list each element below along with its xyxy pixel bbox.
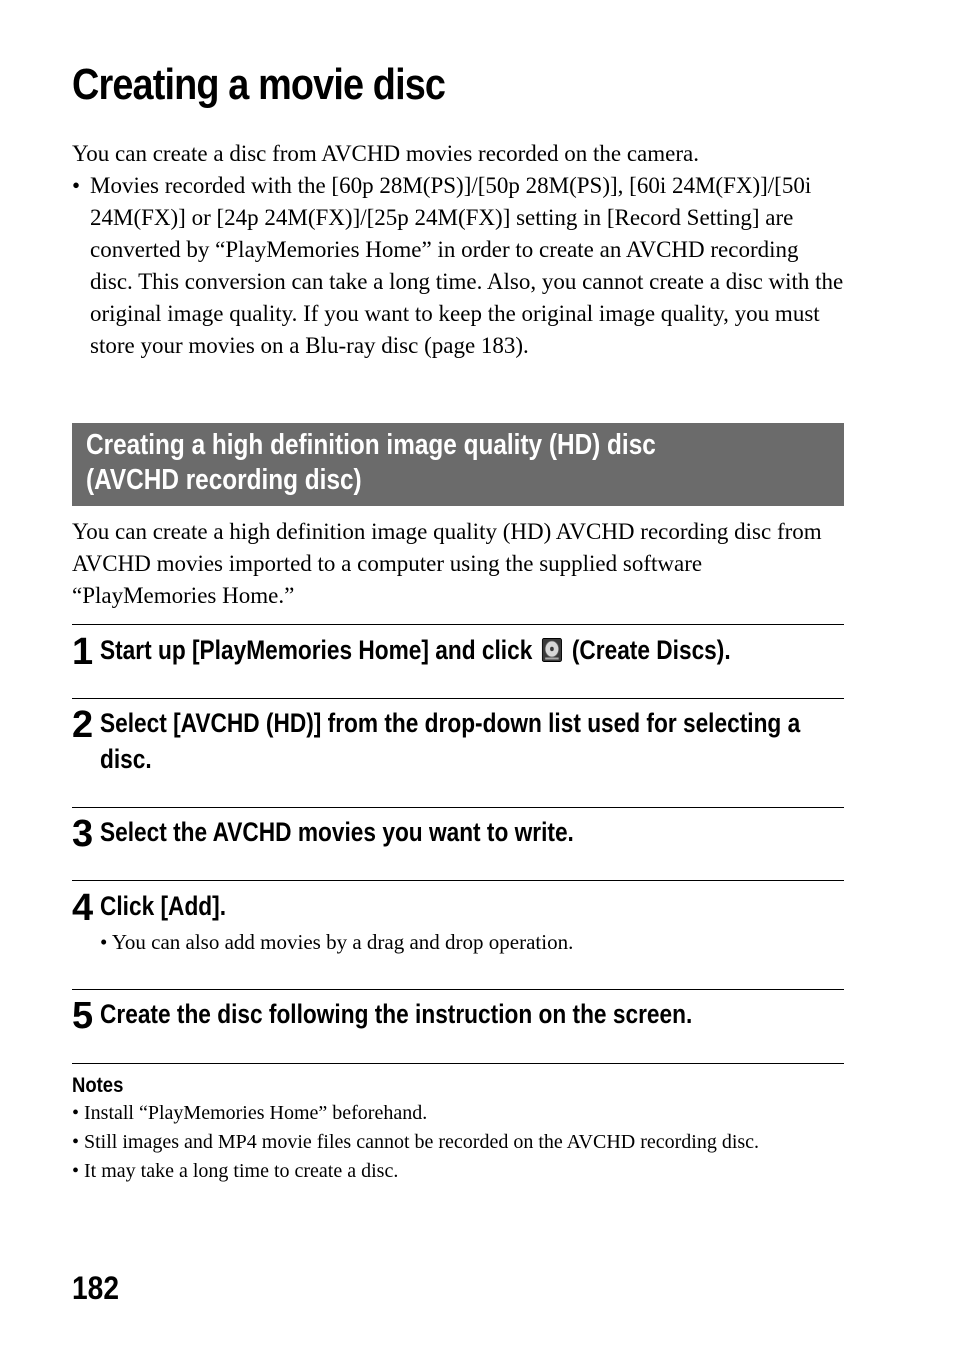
step-text: Click [Add]. (100, 891, 227, 921)
step-3 (72, 813, 844, 855)
notes-block (72, 1073, 862, 1186)
step-text: Select the AVCHD movies you want to write. (100, 817, 574, 847)
section-heading (86, 428, 825, 498)
step-number: 5 (72, 995, 94, 1037)
step-text-before-icon: Start up [PlayMemories Home] and click (100, 635, 533, 665)
step-sub-bullet: • You can also add movies by a drag and drop operation. (100, 930, 574, 954)
section-intro: You can create a high definition image quality (HD) AVCHD recording disc from AVCHD movies imported to a computer using the supplied software “PlayMemories Home.” (72, 519, 822, 608)
step-number: 3 (72, 813, 94, 855)
note-item: • It may take a long time to create a disc. (72, 1160, 399, 1182)
create-discs-icon (542, 635, 562, 659)
step-number: 4 (72, 887, 94, 929)
intro-bullet-text: Movies recorded with the [60p 28M(PS)]/[50p 28M(PS)], [60i 24M(FX)]/[50i 24M(FX)] or [24p 24M(FX)]/[25p 24M(FX)] setting in [Record Setting] are converted by “PlayMemories Home” in order to create an AVCHD recording disc. This conversion can take a long time. Also, you cannot create a disc with the original image quality. If you want to keep the original image quality, you must store your movies on a Blu-ray disc (page 183). (90, 173, 844, 358)
step-4 (72, 888, 844, 956)
step-text (100, 632, 839, 668)
step-5 (72, 995, 844, 1037)
divider (72, 698, 844, 699)
divider (72, 880, 844, 881)
notes-list (72, 1099, 862, 1186)
section-heading-line-2: (AVCHD recording disc) (86, 464, 362, 496)
step-2 (72, 705, 844, 777)
notes-title: Notes (72, 1074, 124, 1097)
page-title: Creating a movie disc (72, 60, 446, 109)
step-text: Create the disc following the instruction on the screen. (100, 999, 693, 1029)
step-text-after-icon: (Create Discs). (571, 635, 731, 665)
step-text: Select [AVCHD (HD)] from the drop-down list used for selecting a disc. (100, 708, 801, 774)
divider (72, 989, 844, 990)
step-number: 2 (72, 704, 94, 746)
intro-bullet (72, 170, 844, 362)
page-number: 182 (72, 1270, 119, 1306)
step-number: 1 (72, 631, 94, 673)
section-heading-banner (72, 423, 844, 506)
section-heading-line-1: Creating a high definition image quality (HD) disc (86, 429, 656, 461)
step-1 (72, 631, 844, 673)
note-item: • Install “PlayMemories Home” beforehand. (72, 1102, 428, 1124)
intro-text: You can create a disc from AVCHD movies recorded on the camera. (72, 141, 699, 166)
note-item: • Still images and MP4 movie files cannot be recorded on the AVCHD recording disc. (72, 1131, 760, 1153)
divider (72, 624, 844, 625)
intro-block (72, 138, 844, 362)
divider (72, 807, 844, 808)
divider (72, 1063, 844, 1064)
bullet-mark: • (72, 173, 81, 198)
